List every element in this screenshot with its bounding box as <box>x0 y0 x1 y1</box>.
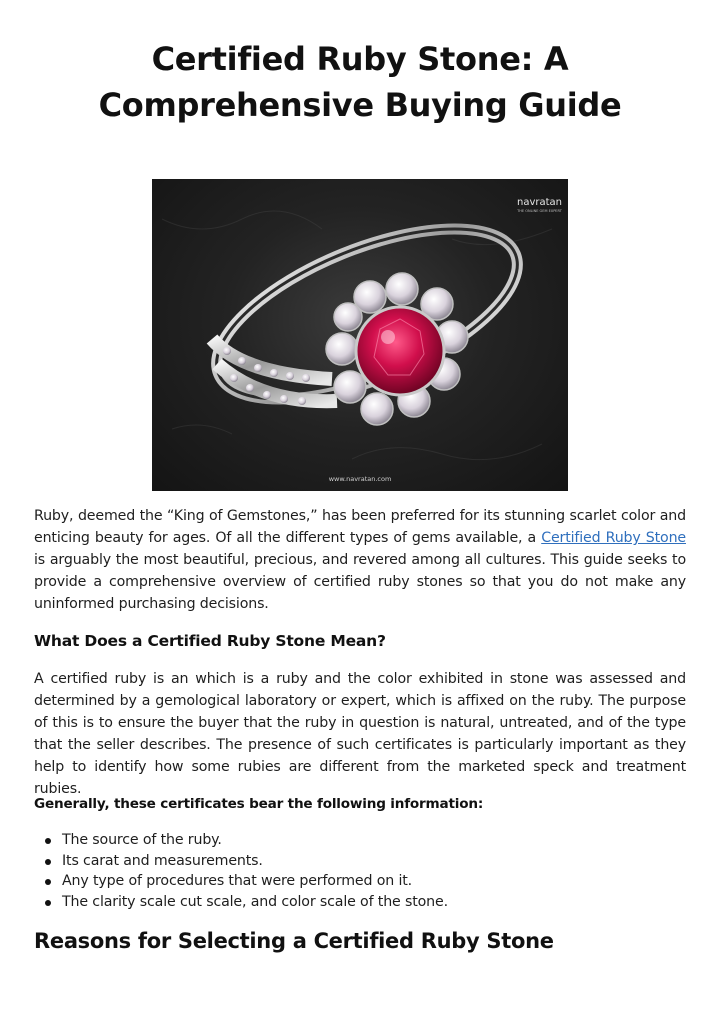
section-heading-what-does: What Does a Certified Ruby Stone Mean? <box>34 632 386 650</box>
certified-ruby-stone-link[interactable]: Certified Ruby Stone <box>541 530 686 546</box>
bullet-icon <box>45 879 51 885</box>
list-item-text: Its carat and measurements. <box>62 852 263 869</box>
certificate-info-list <box>34 830 448 912</box>
list-item-text: Any type of procedures that were performed on it. <box>62 873 413 889</box>
ruby-ring-image <box>152 179 568 491</box>
bullet-icon <box>45 838 51 844</box>
bullet-icon <box>45 900 51 906</box>
intro-paragraph <box>34 505 686 615</box>
brand-tagline: THE ONLINE GEM EXPERT <box>517 209 562 213</box>
brand-logo <box>517 197 562 214</box>
bullet-icon <box>45 859 51 865</box>
page-title: Certified Ruby Stone: A Comprehensive Buying Guide <box>98 40 622 124</box>
intro-text-start: Ruby, deemed the “King of Gemstones,” has been preferred for its stunning scarlet color and enticing beauty for ages. Of all the different types of gems available, a <box>34 508 686 546</box>
section-heading-reasons: Reasons for Selecting a Certified Ruby Stone <box>34 929 554 953</box>
section-body-paragraph: A certified ruby is an which is a ruby and the color exhibited in stone was assessed and determined by a gemological laboratory or expert, which is affixed on the ruby. The purpose of this is to ensure the buyer that the ruby in question is natural, untreated, and of the type that the seller describes. The presence of such certificates is particularly important as they help to identify how some rubies are different from the marketed speck and treatment rubies. <box>34 671 686 797</box>
list-item <box>34 851 448 872</box>
ring-illustration <box>152 179 568 491</box>
list-item <box>34 892 448 913</box>
list-item-text: The source of the ruby. <box>62 832 222 848</box>
image-watermark: www.navratan.com <box>328 475 392 483</box>
list-item <box>34 830 448 851</box>
list-item-text: The clarity scale cut scale, and color scale of the stone. <box>62 893 448 910</box>
certificate-info-heading: Generally, these certificates bear the following information: <box>34 796 484 812</box>
intro-text-end: is arguably the most beautiful, precious, and revered among all cultures. This guide seeks to provide a comprehensive overview of certified ruby stones so that you do not make any uninformed purchasing decisions. <box>34 552 686 612</box>
brand-name: navratan <box>516 197 562 208</box>
list-item <box>34 871 448 892</box>
